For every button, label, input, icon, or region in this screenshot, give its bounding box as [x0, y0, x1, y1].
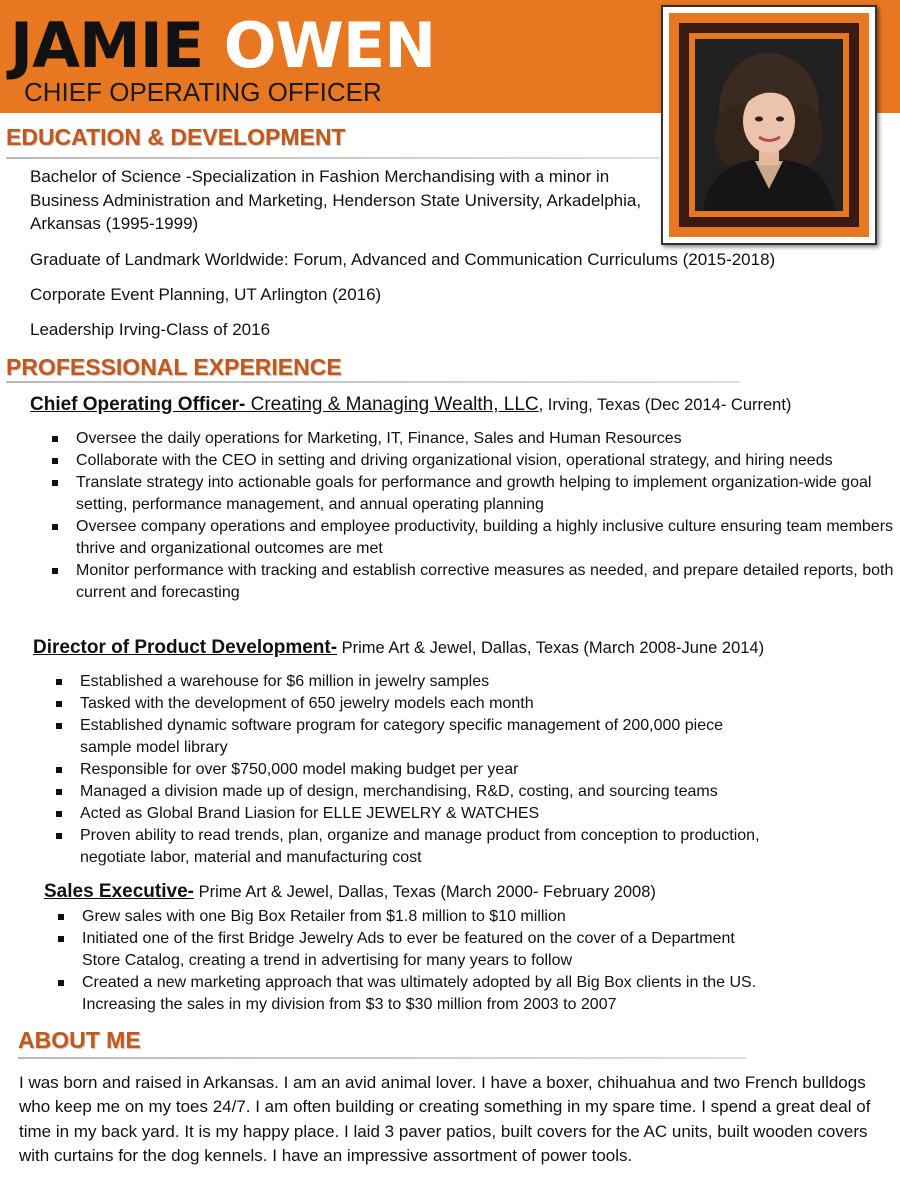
list-item: Translate strategy into actionable goals for performance and growth helping to implement organization-wide goal setting, performance management, and annual operating planning: [76, 472, 894, 516]
profile-photo-frame: [661, 5, 877, 245]
list-item: Responsible for over $750,000 model making budget per year: [80, 759, 760, 781]
education-heading: EDUCATION & DEVELOPMENT: [6, 124, 346, 150]
about-divider: [18, 1057, 746, 1059]
list-item: Created a new marketing approach that was ultimately adopted by all Big Box clients in the US. Increasing the sales in my division from $3 to $30 million from 2003 to 2007: [82, 972, 772, 1016]
list-item: Grew sales with one Big Box Retailer from $1.8 million to $10 million: [82, 906, 772, 928]
job-bullets-coo: [76, 428, 894, 604]
education-item-landmark: Graduate of Landmark Worldwide: Forum, Advanced and Communication Curriculums (2015-2018): [30, 250, 776, 269]
job-details: Prime Art & Jewel, Dallas, Texas (March 2008-June 2014): [337, 639, 765, 657]
education-item-event-planning: Corporate Event Planning, UT Arlington (2016): [30, 285, 382, 304]
job-role: Chief Operating Officer-: [30, 394, 246, 415]
job-company: Creating & Managing Wealth, LLC: [245, 394, 539, 415]
list-item: Collaborate with the CEO in setting and driving organizational vision, operational strategy, and hiring needs: [76, 450, 894, 472]
profile-photo: [695, 39, 843, 211]
job-role: Sales Executive-: [44, 881, 194, 902]
candidate-title: CHIEF OPERATING OFFICER: [24, 77, 382, 107]
job-details: , Irving, Texas (Dec 2014- Current): [538, 396, 792, 414]
job-details: Prime Art & Jewel, Dallas, Texas (March 2000- February 2008): [193, 883, 656, 901]
job-header-director: [33, 637, 764, 659]
job-header-coo: [30, 394, 791, 416]
candidate-name: [10, 6, 435, 86]
job-bullets-director: [80, 671, 760, 869]
list-item: Established dynamic software program for category specific management of 200,000 piece sample model library: [80, 715, 760, 759]
list-item: Acted as Global Brand Liasion for ELLE JEWELRY & WATCHES: [80, 803, 760, 825]
list-item: Established a warehouse for $6 million in jewelry samples: [80, 671, 760, 693]
list-item: Managed a division made up of design, merchandising, R&D, costing, and sourcing teams: [80, 781, 760, 803]
job-role: Director of Product Development-: [33, 637, 338, 658]
education-item-degree: Bachelor of Science -Specialization in Fashion Merchandising with a minor in Business Administration and Marketing, Henderson State University, Arkadelphia, Arkansas (1995-1999): [30, 167, 642, 233]
about-paragraph: I was born and raised in Arkansas. I am an avid animal lover. I have a boxer, chihuahua and two French bulldogs who keep me on my toes 24/7. I am often building or creating something in my spare time. I spend a great deal of time in my back yard. It is my happy place. I laid 3 paver patios, built covers for the AC units, built wooden covers with curtains for the dog kennels. I have an impressive assortment of power tools.: [19, 1073, 871, 1166]
experience-heading: PROFESSIONAL EXPERIENCE: [6, 354, 342, 380]
list-item: Tasked with the development of 650 jewelry models each month: [80, 693, 760, 715]
education-divider: [6, 157, 660, 159]
experience-divider: [6, 381, 740, 383]
list-item: Oversee the daily operations for Marketing, IT, Finance, Sales and Human Resources: [76, 428, 894, 450]
education-item-leadership: Leadership Irving-Class of 2016: [30, 320, 271, 339]
first-name: JAMIE: [10, 9, 204, 82]
job-header-sales: [44, 881, 656, 903]
last-name: OWEN: [223, 9, 436, 82]
list-item: Proven ability to read trends, plan, organize and manage product from conception to production, negotiate labor, material and manufacturing cost: [80, 825, 760, 869]
list-item: Initiated one of the first Bridge Jewelry Ads to ever be featured on the cover of a Department Store Catalog, creating a trend in advertising for many years to follow: [82, 928, 772, 972]
about-heading: ABOUT ME: [18, 1027, 141, 1053]
list-item: Oversee company operations and employee productivity, building a highly inclusive culture ensuring team members thrive and organizational outcomes are met: [76, 516, 894, 560]
job-bullets-sales: [82, 906, 772, 1016]
list-item: Monitor performance with tracking and establish corrective measures as needed, and prepare detailed reports, both current and forecasting: [76, 560, 894, 604]
